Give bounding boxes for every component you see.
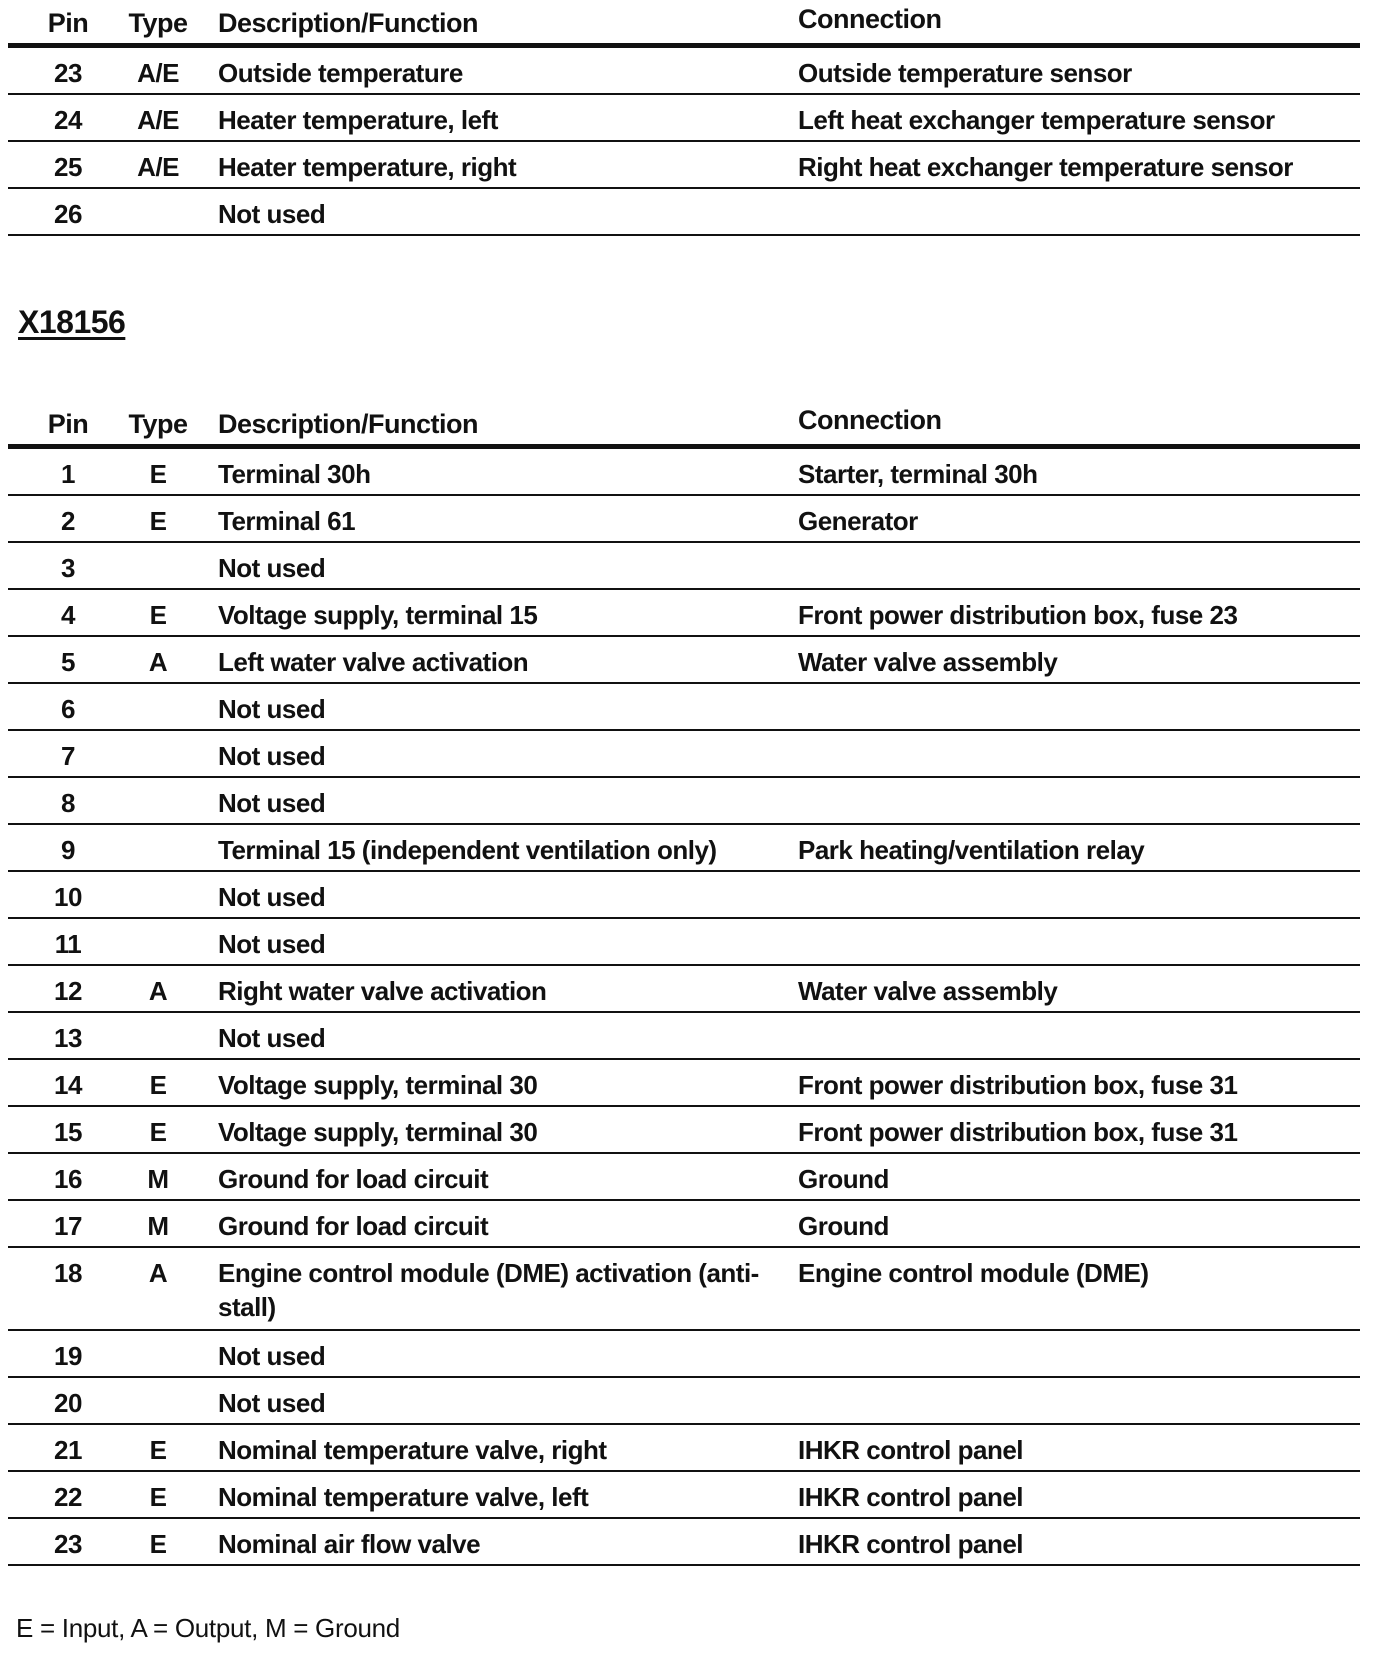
table-row	[8, 189, 1360, 236]
table-row	[8, 966, 1360, 1013]
description-cell: Heater temperature, left	[218, 105, 498, 135]
pin-cell: 6	[61, 694, 75, 724]
table-row	[8, 1060, 1360, 1107]
type-cell: E	[149, 1529, 167, 1559]
header-pin: Pin	[47, 8, 89, 38]
connection-cell: Engine control module (DME)	[798, 1258, 1149, 1288]
description-cell: Terminal 30h	[218, 459, 371, 489]
connection-cell: Park heating/ventilation relay	[798, 835, 1145, 865]
table-row	[8, 449, 1360, 496]
table-row	[8, 1248, 1360, 1331]
connection-cell: Water valve assembly	[798, 647, 1058, 677]
type-legend: E = Input, A = Output, M = Ground	[16, 1613, 400, 1643]
section-title: X18156	[18, 304, 126, 340]
pin-cell: 23	[54, 1529, 82, 1559]
description-cell: Not used	[218, 1023, 326, 1053]
pin-cell: 15	[54, 1117, 82, 1147]
pin-cell: 13	[54, 1023, 82, 1053]
table-row	[8, 1201, 1360, 1248]
pin-cell: 12	[54, 976, 82, 1006]
description-cell: Terminal 61	[218, 506, 356, 536]
type-cell: E	[149, 600, 167, 630]
connection-cell: Water valve assembly	[798, 976, 1058, 1006]
pin-cell: 24	[54, 105, 82, 135]
table-body	[8, 48, 1360, 236]
connection-cell: IHKR control panel	[798, 1435, 1024, 1465]
type-cell: A/E	[137, 152, 179, 182]
pin-cell: 25	[54, 152, 82, 182]
description-cell: Not used	[218, 553, 326, 583]
type-cell: E	[149, 1435, 167, 1465]
description-cell: Terminal 15 (independent ventilation only)	[218, 835, 717, 865]
pin-cell: 9	[61, 835, 75, 865]
connection-cell: IHKR control panel	[798, 1482, 1024, 1512]
table-row	[8, 778, 1360, 825]
connection-cell: Generator	[798, 506, 918, 536]
pin-cell: 10	[54, 882, 82, 912]
table-row	[8, 919, 1360, 966]
connection-cell: Front power distribution box, fuse 31	[798, 1117, 1238, 1147]
type-cell: M	[147, 1164, 169, 1194]
description-cell: Not used	[218, 788, 326, 818]
pin-cell: 18	[54, 1258, 82, 1288]
description-cell: Voltage supply, terminal 30	[218, 1070, 538, 1100]
description-cell: Outside temperature	[218, 58, 463, 88]
type-cell: A	[148, 1258, 168, 1288]
header-description: Description/Function	[218, 8, 478, 38]
table-row	[8, 496, 1360, 543]
description-cell: Voltage supply, terminal 30	[218, 1117, 538, 1147]
description-cell: Nominal air flow valve	[218, 1529, 481, 1559]
description-cell: Not used	[218, 741, 326, 771]
type-cell: E	[149, 506, 167, 536]
description-cell: Nominal temperature valve, left	[218, 1482, 589, 1512]
table-row	[8, 1425, 1360, 1472]
connection-cell: Left heat exchanger temperature sensor	[798, 105, 1275, 135]
pin-cell: 2	[61, 506, 75, 536]
description-cell: Not used	[218, 199, 326, 229]
table-header	[8, 0, 1360, 48]
header-connection: Connection	[798, 4, 942, 34]
pin-table-2	[8, 401, 1360, 1566]
pin-cell: 8	[61, 788, 75, 818]
table-row	[8, 872, 1360, 919]
pin-cell: 17	[54, 1211, 82, 1241]
table-row	[8, 543, 1360, 590]
table-row	[8, 731, 1360, 778]
table-row	[8, 1472, 1360, 1519]
description-cell: Not used	[218, 882, 326, 912]
description-cell: Not used	[218, 929, 326, 959]
description-cell: Engine control module (DME) activation (anti-stall)	[218, 1258, 759, 1322]
connection-cell: Front power distribution box, fuse 31	[798, 1070, 1238, 1100]
description-cell: Right water valve activation	[218, 976, 547, 1006]
table-row	[8, 48, 1360, 95]
header-connection: Connection	[798, 405, 942, 435]
type-cell: E	[149, 1070, 167, 1100]
description-cell: Left water valve activation	[218, 647, 529, 677]
connection-cell: Outside temperature sensor	[798, 58, 1132, 88]
type-cell: A/E	[137, 105, 179, 135]
pin-cell: 3	[61, 553, 75, 583]
pin-cell: 20	[54, 1388, 82, 1418]
type-cell: M	[147, 1211, 169, 1241]
type-cell: A	[148, 647, 168, 677]
table-row	[8, 1519, 1360, 1566]
description-cell: Not used	[218, 1388, 326, 1418]
table-row	[8, 1107, 1360, 1154]
pin-cell: 11	[54, 929, 82, 959]
table-row	[8, 142, 1360, 189]
description-cell: Not used	[218, 694, 326, 724]
table-row	[8, 1154, 1360, 1201]
description-cell: Ground for load circuit	[218, 1211, 489, 1241]
header-description: Description/Function	[218, 409, 478, 439]
pin-cell: 21	[54, 1435, 82, 1465]
description-cell: Voltage supply, terminal 15	[218, 600, 538, 630]
pin-cell: 1	[61, 459, 75, 489]
connection-cell: Front power distribution box, fuse 23	[798, 600, 1238, 630]
description-cell: Nominal temperature valve, right	[218, 1435, 607, 1465]
table-header	[8, 401, 1360, 449]
connection-cell: Starter, terminal 30h	[798, 459, 1038, 489]
table-row	[8, 95, 1360, 142]
pin-cell: 4	[61, 600, 75, 630]
connection-cell: Ground	[798, 1164, 889, 1194]
table-row	[8, 1378, 1360, 1425]
description-cell: Not used	[218, 1341, 326, 1371]
type-cell: A	[148, 976, 168, 1006]
type-cell: E	[149, 1117, 167, 1147]
connection-cell: Right heat exchanger temperature sensor	[798, 152, 1293, 182]
pin-cell: 26	[54, 199, 82, 229]
table-row	[8, 590, 1360, 637]
table-row	[8, 1013, 1360, 1060]
table-row	[8, 637, 1360, 684]
pin-cell: 23	[54, 58, 82, 88]
table-row	[8, 825, 1360, 872]
type-cell: E	[149, 1482, 167, 1512]
pin-cell: 19	[54, 1341, 82, 1371]
header-pin: Pin	[47, 409, 89, 439]
header-type: Type	[128, 8, 188, 38]
table-row	[8, 1331, 1360, 1378]
type-cell: E	[149, 459, 167, 489]
pin-cell: 16	[54, 1164, 82, 1194]
table-row	[8, 684, 1360, 731]
description-cell: Ground for load circuit	[218, 1164, 489, 1194]
pin-cell: 7	[61, 741, 75, 771]
header-type: Type	[128, 409, 188, 439]
pin-table-1	[8, 0, 1360, 236]
connection-cell: Ground	[798, 1211, 889, 1241]
pin-cell: 22	[54, 1482, 82, 1512]
pin-cell: 5	[61, 647, 75, 677]
table-body	[8, 449, 1360, 1566]
description-cell: Heater temperature, right	[218, 152, 517, 182]
pin-cell: 14	[54, 1070, 82, 1100]
connection-cell: IHKR control panel	[798, 1529, 1024, 1559]
type-cell: A/E	[137, 58, 179, 88]
